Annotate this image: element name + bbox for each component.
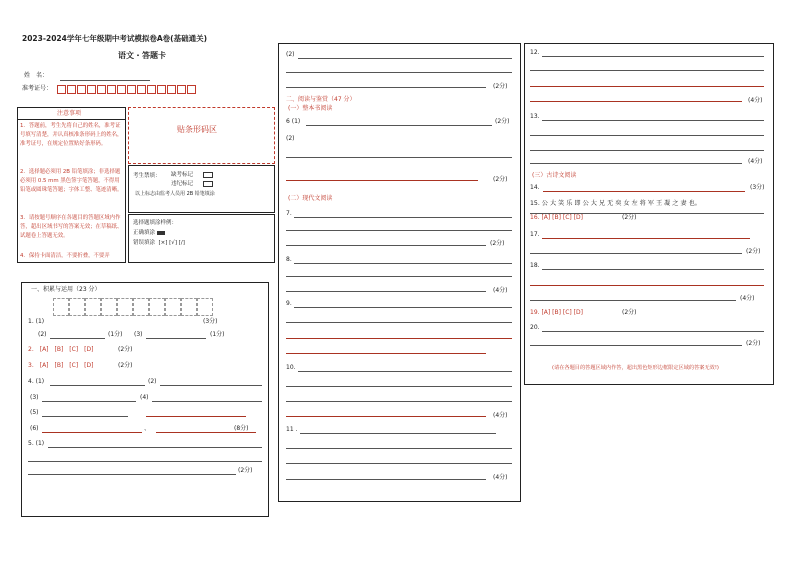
q8-answer-line[interactable] bbox=[294, 263, 512, 264]
q11-answer-line-4[interactable] bbox=[286, 479, 486, 480]
col2-line[interactable] bbox=[286, 72, 512, 73]
q16-score: (2分) bbox=[622, 214, 637, 221]
answer-sheet-subtitle: 语文・答题卡 bbox=[118, 51, 166, 60]
q6-1-answer-line[interactable] bbox=[306, 125, 492, 126]
notice-item: 3．请按题号顺序在各题目的答题区域内作答，超出区域书写的答案无效；在草稿纸、试题卷上答题无效。 bbox=[20, 215, 123, 239]
correct-fill-icon bbox=[157, 231, 165, 235]
q12-label: 12. bbox=[530, 49, 540, 56]
sample-title: 选择题填涂样例： bbox=[133, 220, 178, 226]
q8-answer-line-2[interactable] bbox=[286, 276, 512, 277]
q12-answer-line-2[interactable] bbox=[530, 70, 764, 71]
q13-label: 13. bbox=[530, 113, 540, 120]
q7-answer-line[interactable] bbox=[294, 217, 512, 218]
q4-score: (8分) bbox=[234, 425, 249, 432]
q17-answer-line-2[interactable] bbox=[530, 253, 742, 254]
wrong-sample: 错误填涂 [×] [√] [/] bbox=[133, 240, 185, 246]
q9-answer-line[interactable] bbox=[294, 307, 512, 308]
q7-label: 7. bbox=[286, 210, 292, 217]
barcode-area bbox=[128, 107, 275, 164]
q4-4-label: (4) bbox=[140, 394, 149, 401]
q7-score: (2分) bbox=[490, 240, 505, 247]
q4-6-label: (6) bbox=[30, 425, 39, 432]
q9-answer-line-2[interactable] bbox=[286, 322, 512, 323]
q8-score: (4分) bbox=[493, 287, 508, 294]
q4-3-label: (3) bbox=[30, 394, 39, 401]
absent-mark-label: 缺考标记 bbox=[171, 171, 213, 179]
q11-answer-line[interactable] bbox=[300, 433, 496, 434]
q20-answer-line-2[interactable] bbox=[530, 345, 742, 346]
column3-footer-note: (请在各题目的答题区域内作答，超出黑色矩形边框限定区域的答案无效!) bbox=[552, 365, 719, 371]
q10-answer-line-3[interactable] bbox=[286, 401, 512, 402]
q5-score: (2分) bbox=[238, 467, 253, 474]
q1-score: (3分) bbox=[203, 318, 218, 325]
q19-options[interactable]: 19. [A] [B] [C] [D] bbox=[530, 309, 583, 316]
q4-5-label: (5) bbox=[30, 409, 39, 416]
name-field[interactable] bbox=[60, 80, 150, 81]
section1-title: 一、积累与运用（23 分） bbox=[31, 286, 101, 293]
q12-answer-line[interactable] bbox=[542, 56, 764, 57]
q1-3-answer-line[interactable] bbox=[146, 338, 206, 339]
q3-score: (2分) bbox=[118, 362, 133, 369]
q4-2-label: (2) bbox=[148, 378, 157, 385]
q9-answer-line-3[interactable] bbox=[286, 338, 512, 339]
notice-item: 4．保持卡面清洁，不要折叠，不要弄 bbox=[20, 253, 110, 259]
q16-options[interactable]: 16. [A] [B] [C] [D] bbox=[530, 214, 583, 221]
q2-score: (2分) bbox=[118, 346, 133, 353]
q1-label: 1. (1) bbox=[28, 318, 45, 325]
correct-sample: 正确填涂 bbox=[133, 229, 165, 237]
q12-answer-line-3[interactable] bbox=[530, 86, 764, 87]
q9-label: 9. bbox=[286, 300, 292, 307]
violation-mark-label: 违纪标记 bbox=[171, 180, 213, 188]
q7-answer-line-3[interactable] bbox=[286, 245, 486, 246]
q10-label: 10. bbox=[286, 364, 296, 371]
q6-1-label: 6 (1) bbox=[286, 118, 301, 125]
col2-line[interactable] bbox=[298, 58, 512, 59]
q13-score: (4分) bbox=[748, 158, 763, 165]
q17-label: 17. bbox=[530, 231, 540, 238]
section2-sub2: (二）现代文阅读 bbox=[288, 195, 333, 202]
q4-1-label: 4. (1) bbox=[28, 378, 45, 385]
q1-3-label: (3) bbox=[134, 331, 143, 338]
q18-answer-line-2[interactable] bbox=[530, 285, 764, 286]
absent-mark-box[interactable] bbox=[203, 172, 213, 178]
q1-2-score: (1分) bbox=[108, 331, 123, 338]
q3-options[interactable]: 3. [A] [B] [C] [D] bbox=[28, 362, 94, 369]
q18-score: (4分) bbox=[740, 295, 755, 302]
q13-answer-line-2[interactable] bbox=[530, 135, 764, 136]
q10-score: (4分) bbox=[493, 412, 508, 419]
q2-options[interactable]: 2. [A] [B] [C] [D] bbox=[28, 346, 94, 353]
q14-answer-line[interactable] bbox=[543, 191, 745, 192]
q4-separator: 、 bbox=[144, 425, 151, 432]
q17-answer-line[interactable] bbox=[542, 238, 750, 239]
q5-answer-line[interactable] bbox=[48, 447, 262, 448]
q4-5-answer-line[interactable] bbox=[42, 416, 128, 417]
col2-score: (2分) bbox=[493, 83, 508, 90]
q8-label: 8. bbox=[286, 256, 292, 263]
section2-title: 二、阅读与鉴赏（47 分） bbox=[286, 96, 356, 103]
q11-label: 11 . bbox=[286, 426, 298, 433]
candidate-label: 考生禁填： bbox=[133, 173, 161, 179]
q14-score: (3分) bbox=[750, 184, 765, 191]
q12-answer-line-4[interactable] bbox=[530, 101, 742, 102]
q20-answer-line[interactable] bbox=[542, 331, 764, 332]
q19-score: (2分) bbox=[622, 309, 637, 316]
q15-text: 15. 公 大 笑 乐 即 公 大 兄 无 奕 女 左 将 军 王 凝 之 妻 也。 bbox=[530, 200, 701, 207]
col2-line[interactable] bbox=[286, 87, 486, 88]
q6-1-score: (2分) bbox=[495, 118, 510, 125]
section2-sub1: (一）整本书阅读 bbox=[288, 105, 333, 112]
q5-answer-line-2[interactable] bbox=[28, 461, 262, 462]
q10-answer-line-2[interactable] bbox=[286, 386, 512, 387]
q4-3-answer-line[interactable] bbox=[42, 401, 136, 402]
q1-2-label: (2) bbox=[38, 331, 47, 338]
q9-answer-line-4[interactable] bbox=[286, 353, 486, 354]
q11-answer-line-3[interactable] bbox=[286, 463, 512, 464]
q8-answer-line-3[interactable] bbox=[286, 291, 486, 292]
q6-2-answer-line-2[interactable] bbox=[286, 180, 478, 181]
ticket-label: 准考证号： bbox=[22, 85, 53, 92]
q6-2-label: (2) bbox=[286, 135, 295, 142]
violation-mark-box[interactable] bbox=[203, 181, 213, 187]
q13-answer-line-3[interactable] bbox=[530, 150, 764, 151]
q4-6-answer-line[interactable] bbox=[42, 432, 142, 433]
q4-2-answer-line[interactable] bbox=[160, 385, 262, 386]
q1-3-score: (1分) bbox=[210, 331, 225, 338]
q5-answer-line-3[interactable] bbox=[28, 474, 236, 475]
q11-answer-line-2[interactable] bbox=[286, 448, 512, 449]
q18-answer-line-3[interactable] bbox=[530, 300, 736, 301]
q5-label: 5. (1) bbox=[28, 440, 45, 447]
q4-1-answer-line[interactable] bbox=[50, 385, 145, 386]
name-label: 姓 名： bbox=[24, 72, 49, 79]
q10-answer-line[interactable] bbox=[298, 371, 512, 372]
q17-score: (2分) bbox=[746, 248, 761, 255]
q6-2-score: (2分) bbox=[493, 176, 508, 183]
q1-2-answer-line[interactable] bbox=[50, 338, 105, 339]
q18-label: 18. bbox=[530, 262, 540, 269]
exam-title: 2023-2024学年七年级期中考试模拟卷A卷(基础通关) bbox=[22, 34, 208, 43]
notice-title: 注意事项 bbox=[57, 110, 82, 117]
section3-sub: (三）古诗文阅读 bbox=[532, 172, 577, 179]
q4-4-answer-line[interactable] bbox=[152, 401, 262, 402]
q18-answer-line[interactable] bbox=[542, 269, 764, 270]
q6-2-answer-line[interactable] bbox=[286, 157, 512, 158]
q14-label: 14. bbox=[530, 184, 540, 191]
q11-score: (4分) bbox=[493, 474, 508, 481]
q2-cont-label: (2) bbox=[286, 51, 295, 58]
notice-item: 1．答题前，考生先将自己的姓名，准考证号填写清楚，并认真核准条形码上的姓名，准考证号，在规定位置贴好条形码。 bbox=[20, 123, 123, 147]
q13-answer-line-4[interactable] bbox=[530, 163, 742, 164]
q12-score: (4分) bbox=[748, 97, 763, 104]
q20-score: (2分) bbox=[746, 340, 761, 347]
candidate-note: 以上标志由监考人员用 2B 铅笔填涂 bbox=[135, 191, 215, 197]
q10-answer-line-4[interactable] bbox=[286, 416, 486, 417]
q7-answer-line-2[interactable] bbox=[286, 230, 512, 231]
notice-item: 2．选择题必须用 2B 铅笔填涂；非选择题必须用 0.5 mm 黑色签字笔答题，不得用铅笔或圆珠笔答题；字体工整、笔迹清晰。 bbox=[20, 169, 123, 193]
q20-label: 20. bbox=[530, 324, 540, 331]
barcode-label: 贴条形码区 bbox=[177, 125, 217, 134]
q13-answer-line[interactable] bbox=[542, 120, 764, 121]
q4-5-answer-line-2[interactable] bbox=[146, 416, 246, 417]
